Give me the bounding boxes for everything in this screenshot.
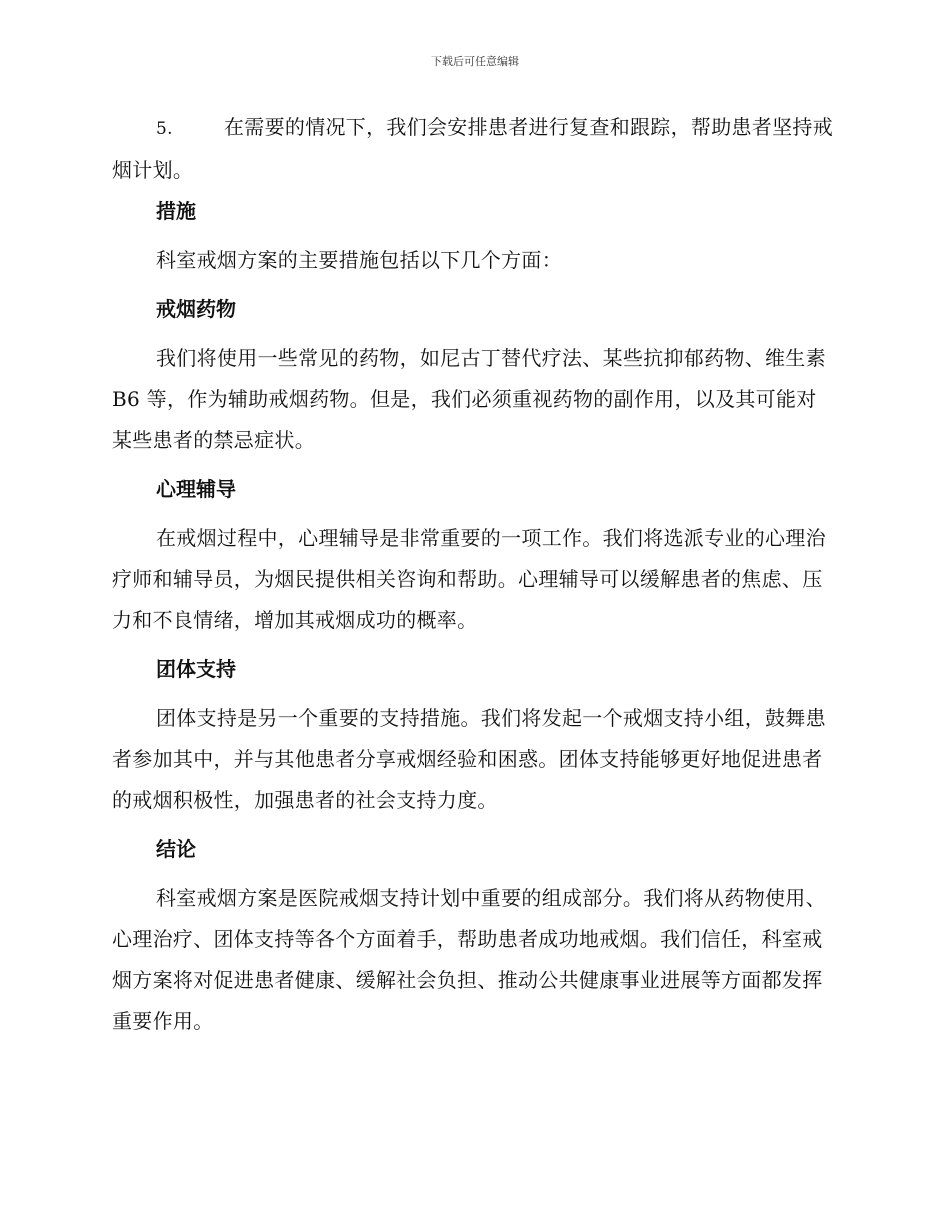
group-support-paragraph: 团体支持是另一个重要的支持措施。我们将发起一个戒烟支持小组，鼓舞患者参加其中，并与其他患者分享戒烟经验和困惑。团体支持能够更好地促进患者的戒烟积极性，加强患者的社会支持力度。	[112, 706, 826, 812]
section-heading-conclusion: 结论	[156, 837, 196, 861]
list-item-text: 在需要的情况下，我们会安排患者进行复查和跟踪，帮助患者坚持戒烟计划。	[112, 115, 833, 182]
list-item-5	[112, 107, 834, 191]
measures-intro-paragraph: 科室戒烟方案的主要措施包括以下几个方面：	[156, 248, 562, 272]
page-header: 下载后可任意编辑	[431, 55, 519, 68]
counseling-paragraph: 在戒烟过程中，心理辅导是非常重要的一项工作。我们将选派专业的心理治疗师和辅导员，为烟民提供相关咨询和帮助。心理辅导可以缓解患者的焦虑、压力和不良情绪，增加其戒烟成功的概率。	[112, 526, 826, 632]
section-heading-measures: 措施	[156, 199, 196, 223]
list-item-number: 5.	[156, 119, 173, 139]
conclusion-paragraph: 科室戒烟方案是医院戒烟支持计划中重要的组成部分。我们将从药物使用、心理治疗、团体支持等各个方面着手，帮助患者成功地戒烟。我们信任，科室戒烟方案将对促进患者健康、缓解社会负担、推动公共健康事业进展等方面都发挥重要作用。	[112, 886, 826, 1033]
section-heading-group-support: 团体支持	[156, 657, 236, 681]
section-heading-counseling: 心理辅导	[156, 477, 236, 501]
document-body	[112, 107, 834, 1042]
medication-paragraph: 我们将使用一些常见的药物，如尼古丁替代疗法、某些抗抑郁药物、维生素 B6 等，作为辅助戒烟药物。但是，我们必须重视药物的副作用，以及其可能对某些患者的禁忌症状。	[112, 346, 826, 452]
section-heading-medication: 戒烟药物	[156, 297, 236, 321]
